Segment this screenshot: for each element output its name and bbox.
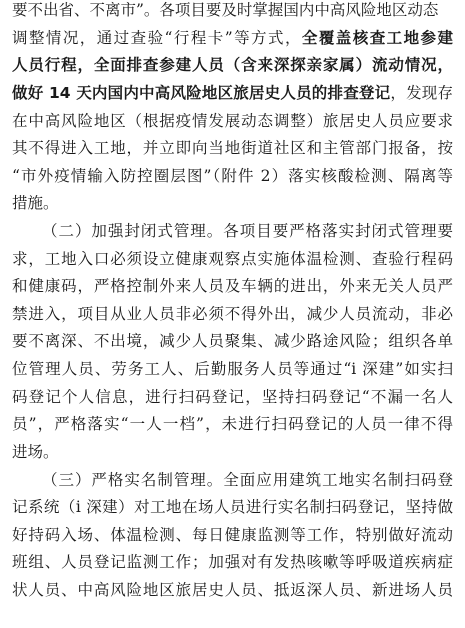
text-line: 其不得进入工地，并立即向当地街道社区和主管部门报备，按 [12,139,453,158]
text-line: “市外疫情输入防控圈层图”（附件 2）落实核酸检测、隔离等 [12,166,453,185]
text-line: 要不出省、不离市”。各项目要及时掌握国内中高风险地区动态 [12,1,439,19]
text-line: 记系统（i 深建）对工地在场人员进行实名制扫码登记，坚持做 [12,498,453,517]
bold-text: 全覆盖核查工地参建 [301,28,453,47]
text-line: 好持码入场、体温检测、每日健康监测等工作，特别做好流动 [12,525,453,544]
bold-text: 人员行程，全面排查参建人员（含来深探亲家属）流动情况， [12,56,453,75]
section-heading-line: （三）严格实名制管理。全面应用建筑工地实名制扫码登 [42,470,453,489]
text-line: 禁进入，项目从业人员非必须不得外出，减少人员流动，非必 [12,304,453,323]
text-line: 状人员、中高风险地区旅居史人员、抵返深人员、新进场人员 [12,580,453,599]
text-line: 措施。 [12,194,59,213]
text-line: 进场。 [12,442,59,461]
section-heading-line: （二）加强封闭式管理。各项目要严格落实封闭式管理要 [42,221,453,240]
text-line: 班组、人员登记监测工作；加强对有发热咳嗽等呼吸道疾病症 [12,553,453,572]
text-line: 调整情况，通过查验“行程卡”等方式，全覆盖核查工地参建 [12,28,453,47]
text-line: 员”，严格落实“一人一档”，未进行扫码登记的人员一律不得 [12,415,453,434]
text-line: 求，工地入口必须设立健康观察点实施体温检测、查验行程码 [12,249,453,268]
bold-text: 做好 14 天内国内中高风险地区旅居史人员的排查登记 [12,83,391,102]
text-line: 码登记个人信息，进行扫码登记，坚持扫码登记“不漏一名人 [12,387,453,406]
text-line: 在中高风险地区（根据疫情发展动态调整）旅居史人员应要求 [12,111,453,130]
text-line: 和健康码，严格控制外来人员及车辆的进出，外来无关人员严 [12,277,453,296]
text-line: 位管理人员、劳务工人、后勤服务人员等通过“i 深建”如实扫 [12,360,453,378]
text-line: 要不离深、不出境，减少人员聚集、减少路途风险；组织各单 [12,332,453,351]
text-line: 做好 14 天内国内中高风险地区旅居史人员的排查登记，发现存 [12,83,453,102]
